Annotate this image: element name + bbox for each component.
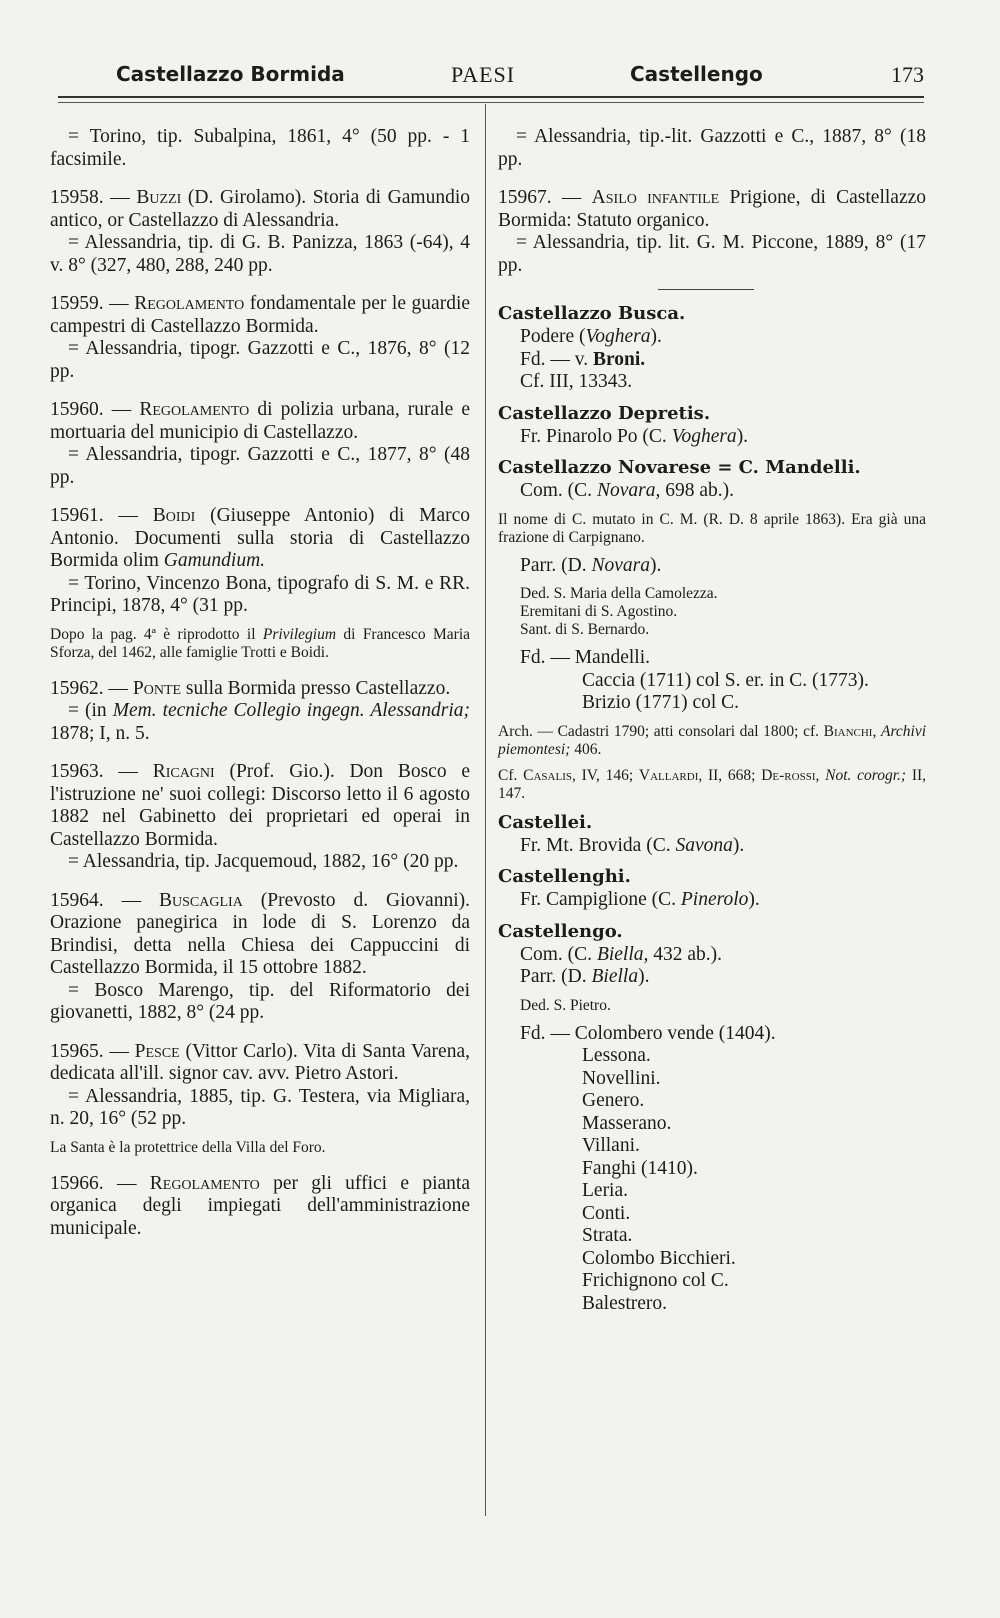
entry-imprint: = Alessandria, tip. lit. G. M. Piccone, 1889, 8° (17 pp. (498, 232, 926, 276)
entry-15959: 15959. — Regolamento fondamentale per le guardie campestri di Castellazzo Bormida. (50, 293, 471, 337)
header-left-title: Castellazzo Bormida (116, 62, 345, 86)
dedication-line: Ded. S. Pietro. (520, 996, 611, 1014)
entry-continuation: = Torino, tip. Subalpina, 1861, 4° (50 pp. - 1 facsimile. (50, 126, 470, 170)
header-rule-thin (58, 102, 924, 103)
fd-line: Brizio (1771) col C. (582, 692, 740, 713)
header-section: PAESI (451, 62, 516, 87)
entry-15958: 15958. — Buzzi (D. Girolamo). Storia di Gamundio antico, or Castellazzo di Alessandria. (50, 187, 471, 231)
entry-imprint: = Alessandria, tipogr. Gazzotti e C., 1876, 8° (12 pp. (50, 338, 470, 382)
place-heading: Castellei. (498, 811, 593, 833)
page-number: 173 (891, 62, 924, 87)
fd-line: Caccia (1711) col S. er. in C. (1773). (582, 669, 869, 691)
place-line: Parr. (D. Novara). (520, 554, 662, 576)
place-line: Fd. — v. Broni. (520, 348, 646, 370)
entry-15962: 15962. — Ponte sulla Bormida presso Castellazzo. (50, 677, 451, 699)
family-list (498, 1045, 926, 1315)
place-line: Cf. III, 13343. (520, 371, 633, 392)
entry-note: Il nome di C. mutato in C. M. (R. D. 8 aprile 1863). Era già una frazione di Carpignano. (498, 510, 926, 546)
place-line: Podere (Voghera). (520, 326, 662, 347)
family-item: Masserano. (582, 1112, 672, 1134)
running-header (116, 62, 924, 98)
dedication-line: Ded. S. Maria della Camolezza. (520, 585, 718, 602)
family-item: Frichignono col C. (582, 1270, 729, 1291)
family-item: Villani. (582, 1135, 640, 1156)
family-item: Balestrero. (582, 1292, 668, 1314)
dedication-line: Eremitani di S. Agostino. (520, 603, 678, 620)
dedication-line: Sant. di S. Bernardo. (520, 621, 650, 638)
family-item: Conti. (582, 1202, 631, 1224)
entry-15967: 15967. — Asilo infantile Prigione, di Castellazzo Bormida: Statuto organico. (498, 187, 927, 231)
place-line: Fr. Pinarolo Po (C. Voghera). (520, 425, 749, 447)
entry-note: La Santa è la protettrice della Villa del Foro. (50, 1138, 326, 1156)
entry-15966: 15966. — Regolamento per gli uffici e pianta organica degli impiegati dell'amministrazione municipale. (50, 1172, 470, 1239)
entry-15961: 15961. — Boidi (Giuseppe Antonio) di Marco Antonio. Documenti sulla storia di Castellazzo Bormida olim Gamundium. (50, 505, 470, 571)
family-item: Lessona. (582, 1045, 651, 1066)
entry-note: Dopo la pag. 4ª è riprodotto il Privilegium di Francesco Maria Sforza, del 1462, alle famiglie Trotti e Boidi. (50, 625, 471, 661)
fd-line: Fd. — Colombero vende (1404). (520, 1022, 776, 1044)
place-line: Fr. Mt. Brovida (C. Savona). (520, 834, 745, 856)
archive-note: Arch. — Cadastri 1790; atti consolari dal 1800; cf. Bianchi, Archivi piemontesi; 406. (498, 722, 927, 758)
fd-line: Fd. — Mandelli. (520, 647, 650, 668)
family-item: Novellini. (582, 1067, 661, 1089)
place-line: Com. (C. Biella, 432 ab.). (520, 943, 723, 965)
place-heading: Castellenghi. (498, 866, 631, 887)
right-column (498, 126, 926, 1315)
entry-continuation: = Alessandria, tip.-lit. Gazzotti e C., 1887, 8° (18 pp. (498, 126, 926, 170)
entry-15963: 15963. — Ricagni (Prof. Gio.). Don Bosco e l'istruzione ne' suoi collegi: Discorso letto il 6 agosto 1882 nel Gabinetto dei proprietari ed operai in Castellazzo Bormida. (50, 761, 471, 850)
header-rule (58, 96, 924, 98)
place-line: Fr. Campiglione (C. Pinerolo). (520, 889, 760, 910)
family-item: Fanghi (1410). (582, 1157, 698, 1179)
entry-imprint: = Alessandria, tipogr. Gazzotti e C., 1877, 8° (48 pp. (50, 444, 470, 488)
family-item: Leria. (582, 1180, 629, 1201)
place-heading: Castellengo. (498, 920, 623, 942)
family-item: Genero. (582, 1090, 645, 1111)
entry-imprint: = Torino, Vincenzo Bona, tipografo di S. M. e RR. Principi, 1878, 4° (31 pp. (50, 572, 470, 616)
place-heading: Castellazzo Depretis. (498, 402, 711, 424)
entry-imprint: = Bosco Marengo, tip. del Riformatorio dei giovanetti, 1882, 8° (24 pp. (50, 979, 470, 1023)
entry-imprint: = (in Mem. tecniche Collegio ingegn. Alessandria; 1878; I, n. 5. (50, 700, 470, 744)
entry-15960: 15960. — Regolamento di polizia urbana, rurale e mortuaria del municipio di Castellazzo. (50, 399, 471, 443)
entry-imprint: = Alessandria, 1885, tip. G. Testera, via Migliara, n. 20, 16° (52 pp. (50, 1085, 470, 1129)
section-rule (658, 289, 754, 290)
entry-15964: 15964. — Buscaglia (Prevosto d. Giovanni). Orazione panegirica in lode di S. Lorenzo da Brindisi, detta nella Chiesa dei Cappuccini di Castellazzo Bormida, il 15 ottobre 1882. (50, 889, 470, 978)
entry-imprint: = Alessandria, tip. Jacquemoud, 1882, 16° (20 pp. (68, 851, 459, 872)
place-heading: Castellazzo Busca. (498, 303, 686, 324)
place-heading: Castellazzo Novarese = C. Mandelli. (498, 457, 861, 478)
header-right-title: Castellengo (630, 62, 763, 86)
place-line: Parr. (D. Biella). (520, 966, 650, 987)
reference-note: Cf. Casalis, IV, 146; Vallardi, II, 668; De-rossi, Not. corogr.; II, 147. (498, 766, 927, 802)
entry-imprint: = Alessandria, tip. di G. B. Panizza, 1863 (-64), 4 v. 8° (327, 480, 288, 240 pp. (50, 232, 470, 276)
family-item: Colombo Bicchieri. (582, 1247, 736, 1269)
family-item: Strata. (582, 1225, 633, 1246)
entry-15965: 15965. — Pesce (Vittor Carlo). Vita di Santa Varena, dedicata all'ill. signor cav. avv. Pietro Astori. (50, 1040, 470, 1084)
left-column (50, 126, 470, 1240)
place-line: Com. (C. Novara, 698 ab.). (520, 480, 734, 501)
column-divider (485, 104, 486, 1516)
